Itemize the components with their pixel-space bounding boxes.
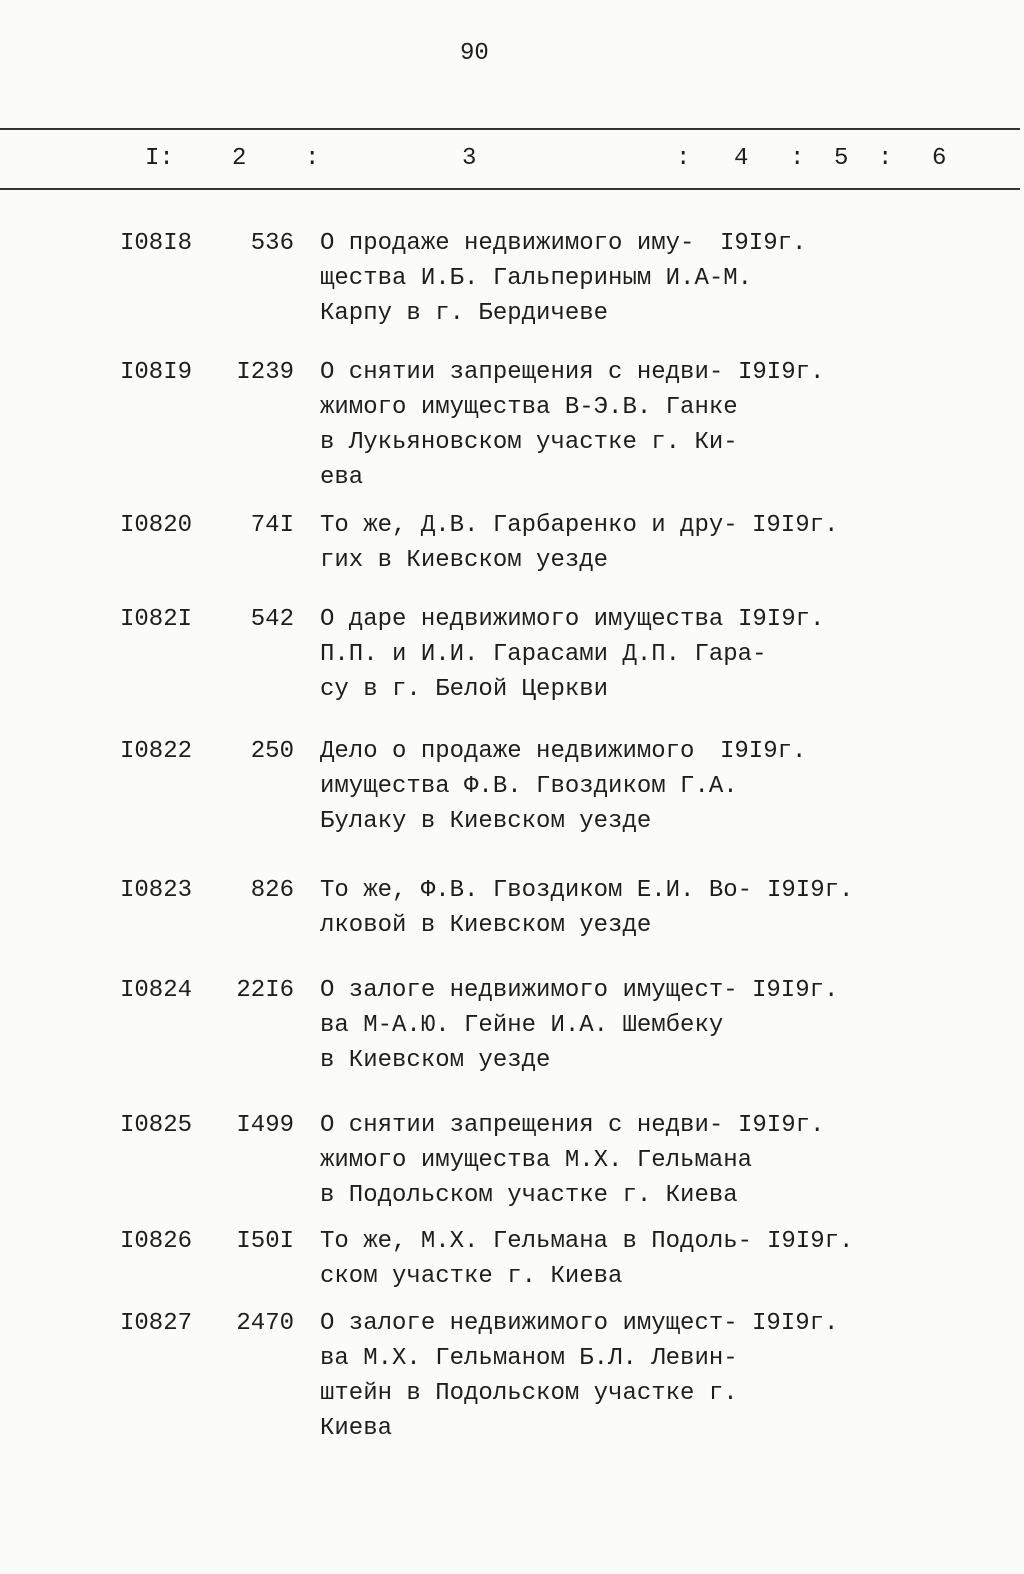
entry-description	[320, 973, 738, 1078]
entry-number: I239	[236, 359, 294, 386]
header-col-4: 4	[734, 145, 749, 172]
description-line: щества И.Б. Гальпериным И.А-М.	[320, 265, 753, 292]
header-sep: :	[676, 145, 691, 172]
entry-year: I9I9г.	[752, 977, 839, 1004]
description-line: О снятии запрещения с недви-	[320, 1112, 724, 1139]
header-col-1: I:	[145, 145, 174, 172]
description-line: в Подольском участке г. Киева	[320, 1182, 738, 1209]
description-line: лковой в Киевском уезде	[320, 912, 652, 939]
entry-year: I9I9г.	[720, 230, 807, 257]
description-line: О снятии запрещения с недви-	[320, 359, 724, 386]
entry-id: I082I	[120, 606, 193, 633]
page-number: 90	[460, 40, 489, 67]
description-line: Дело о продаже недвижимого	[320, 738, 695, 765]
entry-description	[320, 355, 738, 495]
header-bottom-rule	[0, 188, 1020, 190]
entry-id: I0820	[120, 512, 193, 539]
header-sep: :	[790, 145, 805, 172]
description-line: Карпу в г. Бердичеве	[320, 300, 609, 327]
description-line: То же, М.Х. Гельмана в Подоль-	[320, 1228, 753, 1255]
description-line: жимого имущества М.Х. Гельмана	[320, 1147, 753, 1174]
description-line: О залоге недвижимого имущест-	[320, 1310, 738, 1337]
description-line: То же, Д.В. Гарбаренко и дру-	[320, 512, 738, 539]
entry-description	[320, 1108, 752, 1213]
header-col-5: 5	[834, 145, 849, 172]
entry-number: 22I6	[236, 977, 294, 1004]
description-line: штейн в Подольском участке г.	[320, 1380, 738, 1407]
description-line: в Киевском уезде	[320, 1047, 551, 1074]
description-line: То же, Ф.В. Гвоздиком Е.И. Во-	[320, 877, 753, 904]
entry-year: I9I9г.	[738, 1112, 825, 1139]
description-line: ева	[320, 464, 364, 491]
entry-year: I9I9г.	[738, 606, 825, 633]
description-line: О продаже недвижимого иму-	[320, 230, 695, 257]
header-col-2: 2	[232, 145, 247, 172]
entry-year: I9I9г.	[752, 512, 839, 539]
description-line: ском участке г. Киева	[320, 1263, 623, 1290]
description-line: О даре недвижимого имущества	[320, 606, 724, 633]
description-line: П.П. и И.И. Гарасами Д.П. Гара-	[320, 641, 767, 668]
description-line: имущества Ф.В. Гвоздиком Г.А.	[320, 773, 738, 800]
entry-year: I9I9г.	[738, 359, 825, 386]
description-line: О залоге недвижимого имущест-	[320, 977, 738, 1004]
entry-year: I9I9г.	[720, 738, 807, 765]
entry-number: 542	[250, 606, 294, 633]
description-line: в Лукьяновском участке г. Ки-	[320, 429, 738, 456]
entry-description	[320, 873, 752, 943]
entry-description	[320, 734, 738, 839]
entry-year: I9I9г.	[767, 877, 854, 904]
entry-description	[320, 602, 766, 707]
entry-number: 826	[250, 877, 294, 904]
entry-description	[320, 508, 738, 578]
entry-description	[320, 226, 752, 331]
entry-description	[320, 1306, 738, 1446]
header-col-3: 3	[462, 145, 477, 172]
entry-number: 536	[250, 230, 294, 257]
entry-id: I0822	[120, 738, 193, 765]
entry-id: I0827	[120, 1310, 193, 1337]
entry-id: I08I9	[120, 359, 193, 386]
entry-id: I0826	[120, 1228, 193, 1255]
header-col-6: 6	[932, 145, 947, 172]
description-line: Булаку в Киевском уезде	[320, 808, 652, 835]
entry-number: 74I	[250, 512, 294, 539]
header-sep: :	[878, 145, 893, 172]
entry-id: I0824	[120, 977, 193, 1004]
entry-id: I08I8	[120, 230, 193, 257]
description-line: гих в Киевском уезде	[320, 547, 609, 574]
description-line: Киева	[320, 1415, 393, 1442]
entry-id: I0825	[120, 1112, 193, 1139]
entry-number: 250	[250, 738, 294, 765]
header-sep: :	[305, 145, 320, 172]
entry-number: 2470	[236, 1310, 294, 1337]
description-line: ва М.Х. Гельманом Б.Л. Левин-	[320, 1345, 738, 1372]
entry-id: I0823	[120, 877, 193, 904]
entry-number: I50I	[236, 1228, 294, 1255]
entry-description	[320, 1224, 752, 1294]
description-line: жимого имущества В-Э.В. Ганке	[320, 394, 738, 421]
entry-number: I499	[236, 1112, 294, 1139]
description-line: су в г. Белой Церкви	[320, 676, 609, 703]
header-top-rule	[0, 128, 1020, 130]
entry-year: I9I9г.	[752, 1310, 839, 1337]
description-line: ва М-А.Ю. Гейне И.А. Шембеку	[320, 1012, 724, 1039]
entry-year: I9I9г.	[767, 1228, 854, 1255]
